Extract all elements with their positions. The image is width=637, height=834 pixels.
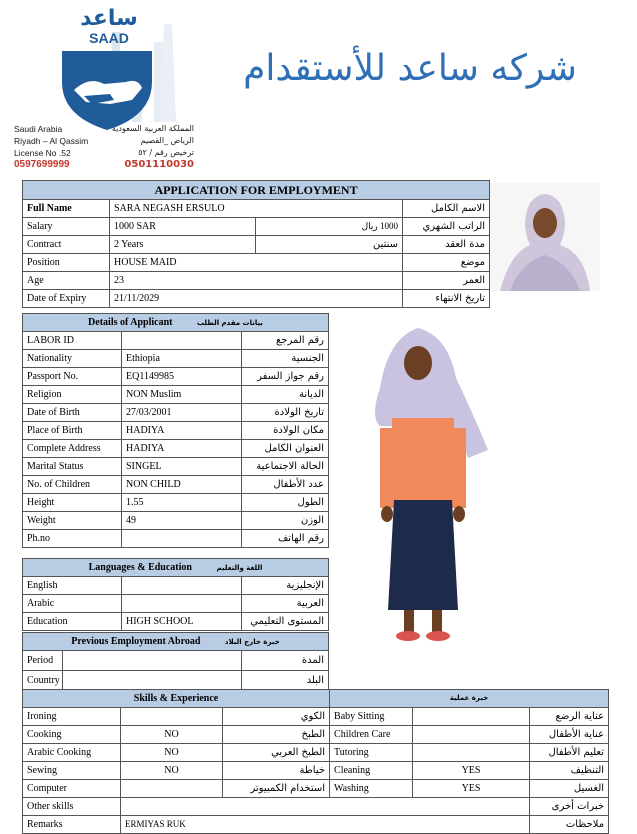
table-row: [23, 512, 329, 530]
row-label: Height: [23, 494, 122, 512]
skill-label-ar: عناية الرضع: [530, 708, 609, 726]
applicant-portrait-photo: [490, 183, 600, 291]
phone-right: 0501110030: [124, 159, 194, 170]
remarks-label-ar: ملاحظات: [530, 816, 609, 834]
row-value: [63, 651, 242, 671]
row-value: NON Muslim: [122, 386, 242, 404]
skill-value: YES: [413, 780, 530, 798]
row-label: Passport No.: [23, 368, 122, 386]
row-label: Religion: [23, 386, 122, 404]
full-body-photo-icon: [340, 318, 500, 654]
application-title: APPLICATION FOR EMPLOYMENT: [23, 181, 490, 200]
row-label: Nationality: [23, 350, 122, 368]
row-label: Complete Address: [23, 440, 122, 458]
previous-header: [23, 633, 329, 651]
row-label: Position: [23, 254, 110, 272]
row-value: [122, 595, 242, 613]
contract-ar-value: سنتين: [256, 236, 403, 254]
table-row: [23, 726, 609, 744]
skill-label: Cooking: [23, 726, 121, 744]
remarks-label: Remarks: [23, 816, 121, 834]
table-row: [23, 218, 490, 236]
row-label: Age: [23, 272, 110, 290]
row-label-ar: تاريخ الانتهاء: [403, 290, 490, 308]
table-row: [23, 577, 329, 595]
skill-value: NO: [121, 726, 223, 744]
row-value: HIGH SCHOOL: [122, 613, 242, 631]
table-row: [23, 236, 490, 254]
row-label-ar: الجنسية: [242, 350, 329, 368]
table-row: [23, 595, 329, 613]
company-title-ar: شركه ساعد للأستقدام: [243, 48, 577, 89]
skill-label: Computer: [23, 780, 121, 798]
skill-label: Tutoring: [330, 744, 413, 762]
salary-value: 1000 SAR: [110, 218, 256, 236]
previous-title-ar: خبرة خارج البلاد: [224, 637, 280, 646]
details-table: [22, 313, 329, 548]
row-label: Arabic: [23, 595, 122, 613]
row-label-ar: الطول: [242, 494, 329, 512]
table-row: [23, 458, 329, 476]
row-value: 1.55: [122, 494, 242, 512]
row-label: Place of Birth: [23, 422, 122, 440]
row-label-ar: الوزن: [242, 512, 329, 530]
skill-label-ar: الغسيل: [530, 780, 609, 798]
table-row: [23, 816, 609, 834]
salary-ar-value: 1000 ريال: [256, 218, 403, 236]
skill-label-ar: عناية الأطفال: [530, 726, 609, 744]
row-label: Full Name: [23, 200, 110, 218]
table-row: [23, 671, 329, 691]
other-skills-value: [121, 798, 530, 816]
skill-label-ar: تعليم الأطفال: [530, 744, 609, 762]
table-row: [23, 254, 490, 272]
table-row: [23, 762, 609, 780]
other-skills-label: Other skills: [23, 798, 121, 816]
row-value: SINGEL: [122, 458, 242, 476]
logo-arabic-name: ساعد: [80, 6, 138, 31]
skills-title: Skills & Experience: [23, 690, 330, 708]
table-row: [23, 494, 329, 512]
skill-label-ar: الطبخ: [223, 726, 330, 744]
skill-label: Baby Sitting: [330, 708, 413, 726]
row-value: [122, 332, 242, 350]
row-value: [63, 671, 242, 691]
row-label: English: [23, 577, 122, 595]
row-label-ar: العربية: [242, 595, 329, 613]
row-label: Education: [23, 613, 122, 631]
previous-title: Previous Employment Abroad: [71, 635, 201, 647]
license-en: License No .52: [14, 148, 71, 158]
table-row: [23, 780, 609, 798]
skill-label-ar: الكوي: [223, 708, 330, 726]
row-label: Weight: [23, 512, 122, 530]
position-value: HOUSE MAID: [110, 254, 403, 272]
skill-value: [121, 780, 223, 798]
row-label-ar: رقم الهاتف: [242, 530, 329, 548]
skills-table: [22, 689, 609, 834]
row-label-ar: المستوى التعليمي: [242, 613, 329, 631]
logo-address-ar: [106, 123, 194, 171]
table-row: [23, 290, 490, 308]
row-label-ar: عدد الأطفال: [242, 476, 329, 494]
skill-value: YES: [413, 762, 530, 780]
row-label-ar: الراتب الشهري: [403, 218, 490, 236]
applicant-full-body-photo: [340, 318, 500, 654]
row-label-ar: الديانة: [242, 386, 329, 404]
row-label-ar: الإنجليزية: [242, 577, 329, 595]
skill-value: NO: [121, 762, 223, 780]
details-header: [23, 314, 329, 332]
remarks-value: ERMIYAS RUK: [121, 816, 530, 834]
row-value: Ethiopia: [122, 350, 242, 368]
skill-label: Ironing: [23, 708, 121, 726]
skill-label-ar: استخدام الكمبيوتر: [223, 780, 330, 798]
table-row: [23, 530, 329, 548]
skill-label: Washing: [330, 780, 413, 798]
table-row: [23, 386, 329, 404]
row-label-ar: البلد: [242, 671, 329, 691]
age-value: 23: [110, 272, 403, 290]
row-label-ar: مدة العقد: [403, 236, 490, 254]
previous-employment-table: [22, 632, 329, 691]
row-label-ar: تاريخ الولادة: [242, 404, 329, 422]
row-label-ar: العنوان الكامل: [242, 440, 329, 458]
skill-value: [413, 708, 530, 726]
country-ar: المملكة العربية السعودية: [111, 124, 194, 133]
table-row: [23, 613, 329, 631]
table-row: [23, 798, 609, 816]
full-name-value: SARA NEGASH ERSULO: [110, 200, 403, 218]
skill-value: [413, 726, 530, 744]
skill-value: [121, 708, 223, 726]
country-en: Saudi Arabia: [14, 124, 63, 134]
table-row: [23, 200, 490, 218]
row-value: 49: [122, 512, 242, 530]
languages-header: [23, 559, 329, 577]
row-value: EQ1149985: [122, 368, 242, 386]
row-label: Contract: [23, 236, 110, 254]
logo-address-en: [14, 123, 88, 171]
skill-value: [413, 744, 530, 762]
skill-value: NO: [121, 744, 223, 762]
row-value: NON CHILD: [122, 476, 242, 494]
row-label: LABOR ID: [23, 332, 122, 350]
row-label-ar: رقم المرجع: [242, 332, 329, 350]
table-row: [23, 350, 329, 368]
row-label: Ph.no: [23, 530, 122, 548]
row-value: [122, 530, 242, 548]
skill-label-ar: التنظيف: [530, 762, 609, 780]
languages-title: Languages & Education: [88, 561, 192, 573]
license-ar: ترخيص رقم / ٥٢: [138, 148, 194, 157]
row-value: 27/03/2001: [122, 404, 242, 422]
other-skills-label-ar: خبرات أخرى: [530, 798, 609, 816]
languages-title-ar: اللغة والتعليم: [216, 563, 263, 572]
table-row: [23, 422, 329, 440]
row-label-ar: رقم جواز السفر: [242, 368, 329, 386]
row-value: [122, 577, 242, 595]
row-label: Date of Expiry: [23, 290, 110, 308]
row-label-ar: الحالة الاجتماعية: [242, 458, 329, 476]
row-label-ar: موضع: [403, 254, 490, 272]
row-label-ar: المدة: [242, 651, 329, 671]
city-en: Riyadh – Al Qassim: [14, 136, 89, 146]
row-label: Date of Birth: [23, 404, 122, 422]
table-row: [23, 744, 609, 762]
skill-label-ar: خياطة: [223, 762, 330, 780]
table-row: [23, 440, 329, 458]
table-row: [23, 708, 609, 726]
row-label: Country: [23, 671, 63, 691]
city-ar: الرياض _القصيم: [140, 136, 194, 145]
row-label: Salary: [23, 218, 110, 236]
row-label: No. of Children: [23, 476, 122, 494]
application-table: [22, 180, 490, 308]
row-value: HADIYA: [122, 422, 242, 440]
phone-left: 0597699999: [14, 159, 70, 170]
details-title-ar: بيانات مقدم الطلب: [197, 318, 263, 327]
expiry-value: 21/11/2029: [110, 290, 403, 308]
row-label-ar: العمر: [403, 272, 490, 290]
table-row: [23, 272, 490, 290]
row-label-ar: الاسم الكامل: [403, 200, 490, 218]
languages-table: [22, 558, 329, 631]
row-label: Period: [23, 651, 63, 671]
row-label-ar: مكان الولادة: [242, 422, 329, 440]
skill-label-ar: الطبخ العربي: [223, 744, 330, 762]
skill-label: Children Care: [330, 726, 413, 744]
table-row: [23, 404, 329, 422]
table-row: [23, 368, 329, 386]
skill-label: Sewing: [23, 762, 121, 780]
row-value: HADIYA: [122, 440, 242, 458]
skills-title-ar: خبرة عملية: [330, 690, 609, 708]
logo-latin-name: SAAD: [89, 30, 129, 46]
row-label: Marital Status: [23, 458, 122, 476]
details-title: Details of Applicant: [88, 316, 173, 328]
skill-label: Arabic Cooking: [23, 744, 121, 762]
skill-label: Cleaning: [330, 762, 413, 780]
table-row: [23, 332, 329, 350]
contract-value: 2 Years: [110, 236, 256, 254]
company-logo: [14, 4, 194, 179]
portrait-photo-icon: [490, 183, 600, 291]
table-row: [23, 651, 329, 671]
table-row: [23, 476, 329, 494]
